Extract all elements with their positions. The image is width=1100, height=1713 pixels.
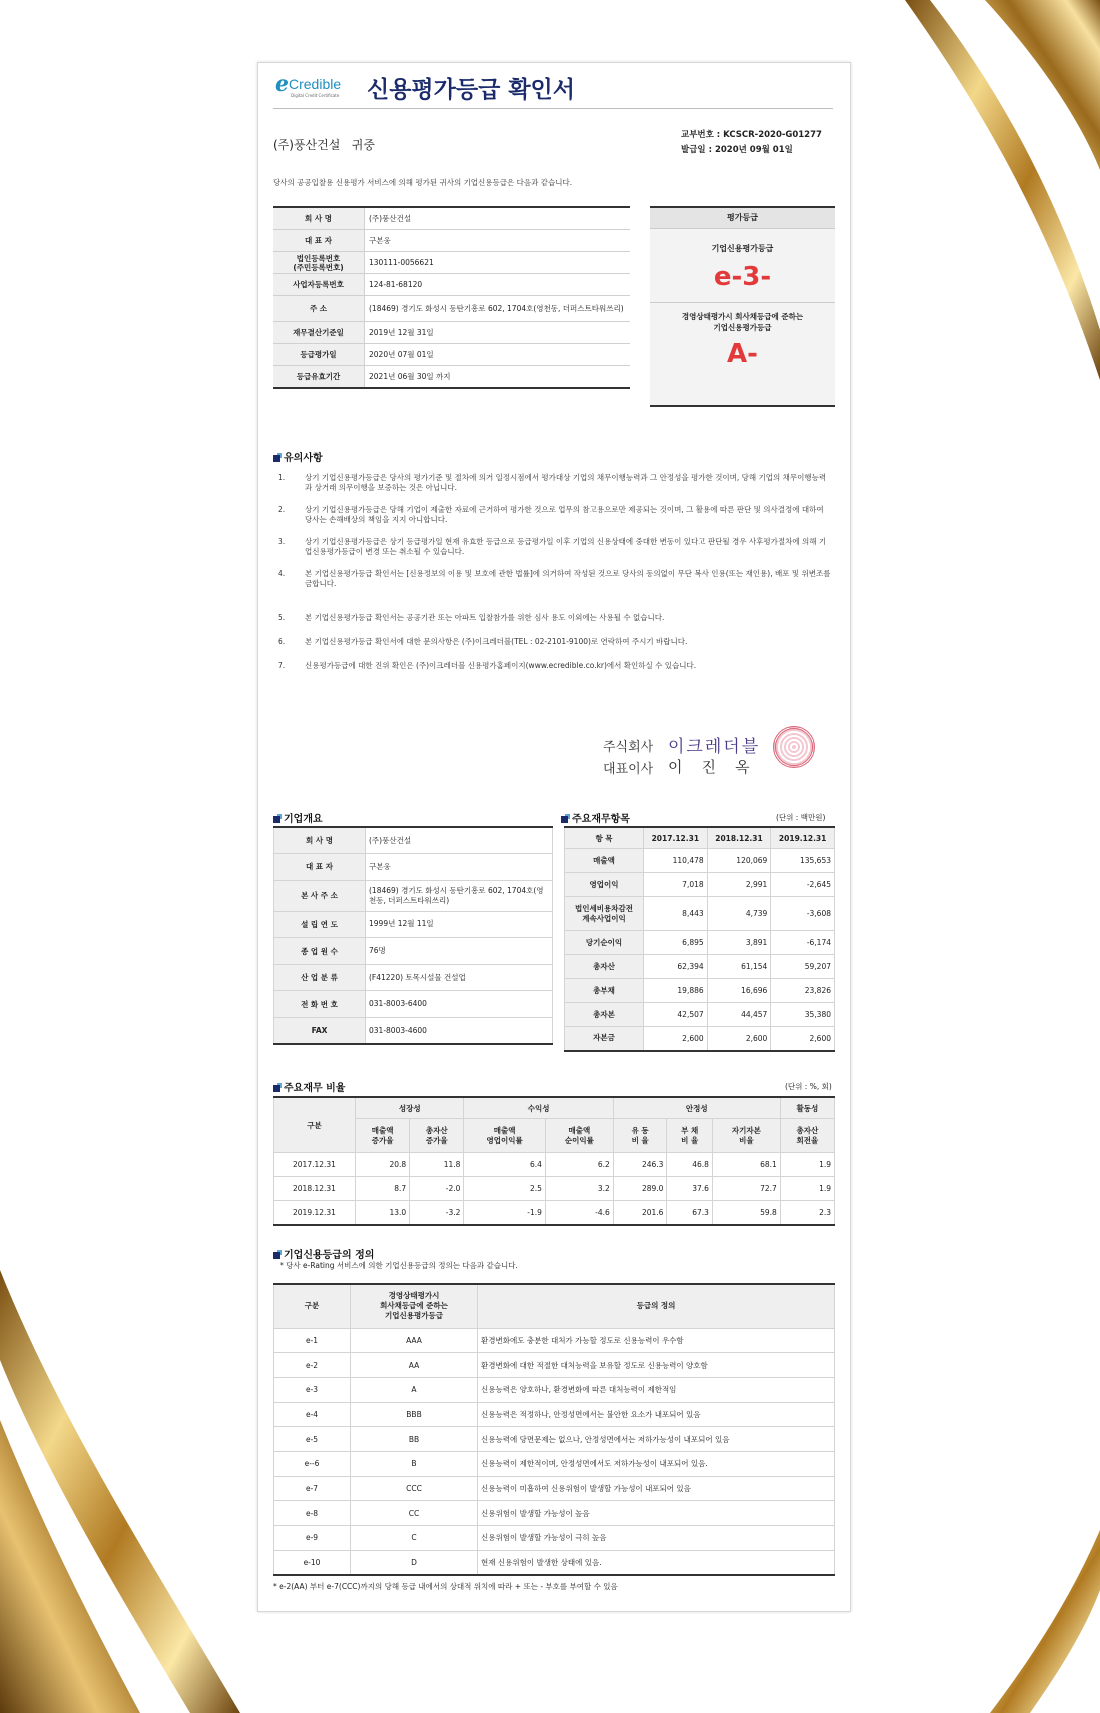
financials-row [565,873,835,897]
definition-text: 신용위험이 발생할 가능성이 극히 높음 [478,1526,835,1551]
ratios-value: 6.4 [464,1153,546,1177]
grade-box [650,206,835,407]
ratios-year: 2019.12.31 [274,1201,356,1225]
section-square-icon [273,455,280,462]
definitions-row [274,1377,835,1402]
definition-bond-grade: CC [351,1501,478,1526]
info-value: 2019년 12월 31일 [365,322,631,344]
ratios-value: 1.9 [780,1177,834,1201]
definitions-subtitle: * 당사 e-Rating 서비스에 의한 기업신용등급의 정의는 다음과 같습니다. [280,1261,518,1270]
definition-text: 신용위험이 발생할 가능성이 높음 [478,1501,835,1526]
definitions-row [274,1476,835,1501]
financials-label: 매출액 [565,849,644,873]
definition-grade: e-3 [274,1377,351,1402]
financials-value: 7,018 [644,873,708,897]
overview-label: 전 화 번 호 [274,991,366,1018]
sig-value-1: 이크레더블 [668,737,761,757]
overview-row [274,991,553,1018]
financials-row [565,955,835,979]
section-square-icon [273,1252,280,1259]
info-row [273,252,630,274]
grade-value-2: A- [727,339,758,369]
ratios-value: -4.6 [545,1201,613,1225]
financials-row [565,931,835,955]
financials-value: 2,600 [771,1027,835,1051]
ratios-value: 8.7 [356,1177,410,1201]
ratios-subheader: 총자산 증가율 [410,1119,464,1153]
definition-text: 신용능력은 양호하나, 환경변화에 따른 대처능력이 제한적임 [478,1377,835,1402]
notice-number: 2. [278,505,286,514]
definition-bond-grade: CCC [351,1476,478,1501]
ratios-value: 68.1 [712,1153,780,1177]
definitions-title-text: 기업신용등급의 정의 [284,1250,375,1261]
grade-label-1: 기업신용평가등급 [711,244,774,253]
overview-label: 산 업 분 류 [274,964,366,991]
financials-row [565,1027,835,1051]
definition-text: 환경변화에 대한 적절한 대처능력을 보유할 정도로 신용능력이 양호함 [478,1353,835,1378]
definition-grade: e-5 [274,1427,351,1452]
financials-label: 총부채 [565,979,644,1003]
ratios-subheader: 매출액 순이익률 [545,1119,613,1153]
definition-grade: e-10 [274,1550,351,1575]
ratios-subheader: 매출액 증가율 [356,1119,410,1153]
company-info-table [273,206,630,389]
definitions-footnote: * e-2(AA) 부터 e-7(CCC)까지의 당해 등급 내에서의 상대적 위치에 따라 + 또는 - 부호를 부여할 수 있음 [273,1582,618,1591]
ratios-value: 246.3 [613,1153,667,1177]
definition-bond-grade: BBB [351,1402,478,1427]
overview-value: 76명 [366,938,553,965]
ratios-value: 59.8 [712,1201,780,1225]
ratios-group-header: 성장성 [356,1097,464,1119]
definition-bond-grade: B [351,1451,478,1476]
credible-logo: e Credible Digital Credit Certificate [275,71,342,98]
financials-header-cell: 2018.12.31 [707,827,771,849]
financials-label: 총자본 [565,1003,644,1027]
info-value: 124-81-68120 [365,274,631,296]
certificate-document [257,62,851,1612]
ratios-value: 201.6 [613,1201,667,1225]
ratios-unit: (단위 : %, 회) [785,1082,832,1091]
definition-text: 신용능력에 당면문제는 없으나, 안정성면에서는 저하가능성이 내포되어 있음 [478,1427,835,1452]
financials-value: 61,154 [707,955,771,979]
info-row [273,207,630,230]
financials-row [565,979,835,1003]
definition-bond-grade: D [351,1550,478,1575]
ratios-subheader: 총자산 회전율 [780,1119,834,1153]
financials-value: 135,653 [771,849,835,873]
definitions-row [274,1427,835,1452]
financials-value: 110,478 [644,849,708,873]
financials-value: 16,696 [707,979,771,1003]
overview-label: 대 표 자 [274,854,366,881]
overview-label: FAX [274,1018,366,1045]
grade-value-1: e-3- [713,262,772,292]
ratios-value: 46.8 [667,1153,712,1177]
ratios-table [273,1096,835,1226]
info-label: 회 사 명 [273,207,365,230]
ratios-row [274,1177,835,1201]
definition-bond-grade: C [351,1526,478,1551]
ratios-year: 2017.12.31 [274,1153,356,1177]
sig-label-2: 대표이사 [603,762,654,777]
notice-text: 상기 기업신용평가등급은 당사의 평가기준 및 절차에 의거 일정시점에서 평가대상 기업의 채무이행능력과 그 안정성을 평가한 것이며, 당해 기업의 채무이행능력과 상거래 의무이행을 보증하는 것은 아닙니다. [305,473,827,492]
definitions-row [274,1353,835,1378]
financials-label: 총자산 [565,955,644,979]
definition-bond-grade: A [351,1377,478,1402]
ratios-value: 3.2 [545,1177,613,1201]
ratios-group-row [274,1097,835,1119]
info-label: 재무결산기준일 [273,322,365,344]
financials-title-text: 주요재무항목 [572,814,630,825]
ratios-value: 2.5 [464,1177,546,1201]
definitions-header-cell: 등급의 정의 [478,1284,835,1328]
financials-header-cell: 2017.12.31 [644,827,708,849]
definitions-table [273,1283,835,1576]
ratios-subheader-row [274,1119,835,1153]
overview-value: 031-8003-6400 [366,991,553,1018]
financials-title [561,810,630,825]
overview-value: (주)풍산건설 [366,827,553,854]
definition-grade: e-9 [274,1526,351,1551]
overview-row [274,827,553,854]
overview-row [274,854,553,881]
notice-text: 상기 기업신용평가등급은 당해 기업이 제출한 자료에 근거하여 평가한 것으로 업무의 참고용으로만 제공되는 것이며, 그 활용에 따른 판단 및 의사결정에 대하여 당사는 손해배상의 책임을 지지 아니합니다. [305,505,824,524]
info-row [273,274,630,296]
overview-label: 회 사 명 [274,827,366,854]
info-label: 주 소 [273,296,365,322]
definition-text: 현재 신용위험이 발생한 상태에 있음. [478,1550,835,1575]
notice-text: 본 기업신용평가등급 확인서는 공공기관 또는 아파트 입찰참가를 위한 심사 용도 이외에는 사용될 수 없습니다. [305,613,665,622]
ratios-value: 289.0 [613,1177,667,1201]
financials-value: 23,826 [771,979,835,1003]
definitions-row [274,1328,835,1353]
financials-row [565,849,835,873]
financials-value: 2,600 [644,1027,708,1051]
grade-header: 평가등급 [650,208,835,229]
overview-value: 1999년 12월 11일 [366,911,553,938]
ratios-group-header: 수익성 [464,1097,613,1119]
overview-table [273,826,553,1045]
financials-value: -2,645 [771,873,835,897]
sig-label-1: 주식회사 [603,740,654,755]
definitions-header-row [274,1284,835,1328]
financials-value: -6,174 [771,931,835,955]
ratios-subheader: 부 채 비 율 [667,1119,712,1153]
financials-value: 4,739 [707,897,771,931]
financials-value: 2,991 [707,873,771,897]
ratios-value: 20.8 [356,1153,410,1177]
ratios-title-text: 주요재무 비율 [284,1083,346,1094]
info-label: 등급평가일 [273,344,365,366]
ratios-subheader: 유 동 비 율 [613,1119,667,1153]
financials-value: 62,394 [644,955,708,979]
info-label: 법인등록번호 (주민등록번호) [273,252,365,274]
notice-text: 본 기업신용평가등급 확인서에 대한 문의사항은 (주)이크레더블(TEL : 02-2101-9100)로 연락하여 주시기 바랍니다. [305,637,688,646]
overview-row [274,938,553,965]
definition-bond-grade: AA [351,1353,478,1378]
intro-text: 당사의 공공입찰용 신용평가 서비스에 의해 평가된 귀사의 기업신용등급은 다음과 같습니다. [273,178,573,187]
financials-value: 42,507 [644,1003,708,1027]
overview-row [274,964,553,991]
info-row [273,230,630,252]
info-value: 구본웅 [365,230,631,252]
ratios-subheader: 자기자본 비율 [712,1119,780,1153]
company-seal-stamp [773,726,815,768]
info-value: 130111-0056621 [365,252,631,274]
notices-title-text: 유의사항 [284,453,323,464]
ratios-group-header: 안정성 [613,1097,780,1119]
ratios-subheader: 매출액 영업이익률 [464,1119,546,1153]
overview-row [274,1018,553,1045]
overview-value: 구본웅 [366,854,553,881]
ratios-row [274,1153,835,1177]
definition-text: 환경변화에도 충분한 대처가 가능할 정도로 신용능력이 우수함 [478,1328,835,1353]
ratios-value: 11.8 [410,1153,464,1177]
definition-text: 신용능력은 적정하나, 안정성면에서는 불안한 요소가 내포되어 있음 [478,1402,835,1427]
financials-value: 120,069 [707,849,771,873]
info-value: 2021년 06월 30일 까지 [365,366,631,389]
financials-label: 당기순이익 [565,931,644,955]
notice-text: 상기 기업신용평가등급은 상기 등급평가일 현재 유효한 등급으로 등급평가일 이후 기업의 신용상태에 중대한 변동이 있다고 판단될 경우 사후평가절차에 의해 기업신용평가등급이 변경 또는 취소될 수 있습니다. [305,537,827,556]
ratios-value: -3.2 [410,1201,464,1225]
info-label: 대 표 자 [273,230,365,252]
info-row [273,322,630,344]
notice-text: 본 기업신용평가등급 확인서는 [신용정보의 이용 및 보호에 관한 법률]에 의거하여 작성된 것으로 당사의 동의없이 무단 복사 인용(또는 재인용), 배포 및 위변조를 금합니다. [305,569,831,588]
definitions-row [274,1550,835,1575]
ratios-col0: 구분 [274,1097,356,1153]
ratios-value: 72.7 [712,1177,780,1201]
financials-value: 19,886 [644,979,708,1003]
section-square-icon [561,816,568,823]
section-square-icon [273,1085,280,1092]
overview-value: (18469) 경기도 화성시 동탄기흥로 602, 1704호(영천동, 더퍼스트타워쓰리) [366,880,553,911]
ratios-title [273,1079,345,1094]
notice-text: 신용평가등급에 대한 진위 확인은 (주)이크레더블 신용평가홈페이지(www.ecredible.co.kr)에서 확인하실 수 있습니다. [305,661,697,670]
financials-value: -3,608 [771,897,835,931]
definitions-row [274,1402,835,1427]
financials-header-cell: 항 목 [565,827,644,849]
notice-number: 3. [278,537,286,546]
definitions-row [274,1501,835,1526]
info-value: (18469) 경기도 화성시 동탄기흥로 602, 1704호(영천동, 더퍼스트타워쓰리) [365,296,631,322]
definitions-row [274,1451,835,1476]
definition-text: 신용능력이 제한적이며, 안정성면에서도 저하가능성이 내포되어 있음. [478,1451,835,1476]
definitions-row [274,1526,835,1551]
definition-grade: e-1 [274,1328,351,1353]
recipient: (주)풍산건설 귀중 [273,138,375,152]
info-row [273,296,630,322]
overview-label: 설 립 연 도 [274,911,366,938]
financials-header-row [565,827,835,849]
overview-row [274,880,553,911]
financials-value: 59,207 [771,955,835,979]
ratios-row [274,1201,835,1225]
ratios-group-header: 활동성 [780,1097,834,1119]
definition-grade: e-8 [274,1501,351,1526]
financials-value: 8,443 [644,897,708,931]
financials-row [565,1003,835,1027]
overview-value: 031-8003-4600 [366,1018,553,1045]
financials-label: 자본금 [565,1027,644,1051]
financials-label: 영업이익 [565,873,644,897]
ratios-value: 13.0 [356,1201,410,1225]
notice-number: 1. [278,473,286,482]
definition-grade: e--6 [274,1451,351,1476]
info-label: 등급유효기간 [273,366,365,389]
logo-text: Credible [289,76,342,92]
definition-bond-grade: BB [351,1427,478,1452]
notice-number: 7. [278,661,286,670]
financials-value: 3,891 [707,931,771,955]
section-square-icon [273,816,280,823]
info-row [273,366,630,389]
overview-row [274,911,553,938]
sig-value-2: 이 진 옥 [668,758,750,776]
financials-unit: (단위 : 백만원) [776,813,826,822]
overview-title [273,810,323,825]
info-label: 사업자등록번호 [273,274,365,296]
issue-number: 교부번호 : KCSCR-2020-G01277 [681,130,822,140]
definitions-title [273,1246,374,1261]
definition-text: 신용능력이 미흡하여 신용위험이 발생할 가능성이 내포되어 있음 [478,1476,835,1501]
ratios-value: 1.9 [780,1153,834,1177]
notice-number: 6. [278,637,286,646]
info-row [273,344,630,366]
signature-block [603,726,818,786]
overview-title-text: 기업개요 [284,814,323,825]
financials-label: 법인세비용차감전 계속사업이익 [565,897,644,931]
overview-label: 본 사 주 소 [274,880,366,911]
notices-title [273,449,323,464]
definition-bond-grade: AAA [351,1328,478,1353]
financials-row [565,897,835,931]
page-title: 신용평가등급 확인서 [367,77,575,103]
overview-label: 종 업 원 수 [274,938,366,965]
ratios-value: 37.6 [667,1177,712,1201]
notice-number: 4. [278,569,286,578]
info-value: 2020년 07월 01일 [365,344,631,366]
financials-value: 35,380 [771,1003,835,1027]
definition-grade: e-4 [274,1402,351,1427]
grade-label-2: 경영상태평가시 회사채등급에 준하는 기업신용평가등급 [681,312,804,332]
financials-table [564,826,835,1052]
definitions-header-cell: 구분 [274,1284,351,1328]
ratios-year: 2018.12.31 [274,1177,356,1201]
ratios-value: -2.0 [410,1177,464,1201]
title-divider [273,108,833,109]
logo-subtext: Digital Credit Certificate [291,93,340,98]
definition-grade: e-2 [274,1353,351,1378]
ratios-value: 6.2 [545,1153,613,1177]
info-value: (주)풍산건설 [365,207,631,230]
ratios-value: -1.9 [464,1201,546,1225]
ratios-value: 2.3 [780,1201,834,1225]
financials-value: 2,600 [707,1027,771,1051]
financials-header-cell: 2019.12.31 [771,827,835,849]
financials-value: 44,457 [707,1003,771,1027]
overview-value: (F41220) 토목시설물 건설업 [366,964,553,991]
issue-date: 발급일 : 2020년 09월 01일 [681,145,793,155]
ratios-value: 67.3 [667,1201,712,1225]
definition-grade: e-7 [274,1476,351,1501]
definitions-header-cell: 경영상태평가시 회사채등급에 준하는 기업신용평가등급 [351,1284,478,1328]
notice-number: 5. [278,613,286,622]
financials-value: 6,895 [644,931,708,955]
